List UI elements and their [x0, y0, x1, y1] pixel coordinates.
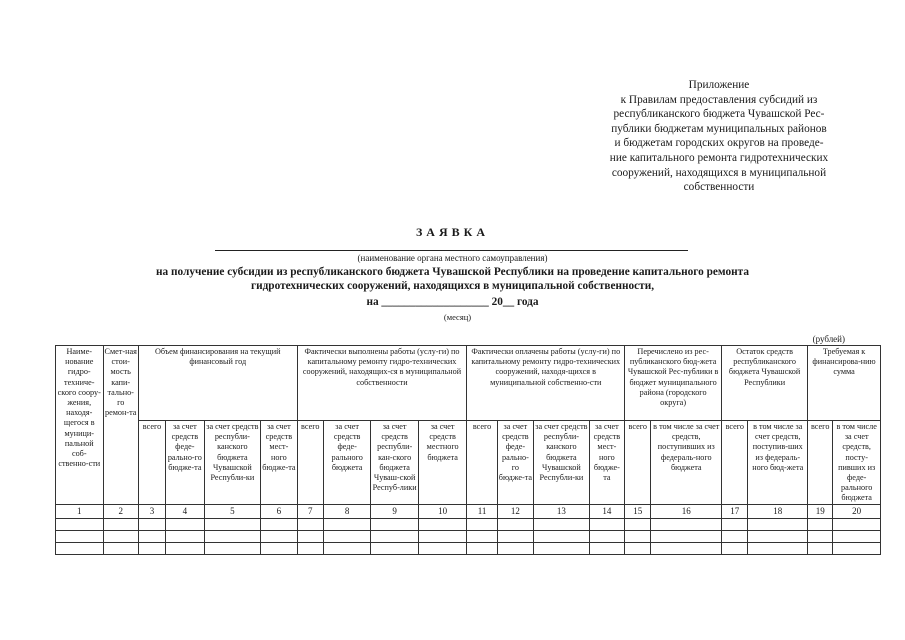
appendix-line: собственности: [683, 181, 755, 194]
appendix-line: ние капитального ремонта гидротехнических: [609, 151, 829, 164]
empty-cell: [833, 518, 881, 530]
empty-cell: [722, 542, 748, 554]
header-works-completed: Фактически выполнены работы (услу-ги) по капитальному ремонту гидро-технических сооружений, находящих-ся в муниципальной собственности: [297, 346, 467, 421]
empty-cell: [467, 542, 497, 554]
empty-cell: [651, 542, 722, 554]
header-facility-name: Наиме-нование гидро-техниче-ского соору-жения, находя-щегося в муници-пальной соб-ственно-сти: [56, 346, 104, 505]
document-subtitle: [0, 265, 905, 293]
period-line: на ___________________ 20__ года: [366, 296, 539, 308]
empty-cell: [589, 530, 624, 542]
subheader-cell: за счет средств местного бюджета: [418, 421, 467, 505]
empty-cell: [297, 542, 323, 554]
empty-cell: [625, 542, 651, 554]
subheader-cell: за счет средств феде-рального бюджета: [323, 421, 371, 505]
subheader-cell: за счет средств феде-рально-го бюдже-та: [497, 421, 533, 505]
empty-cell: [323, 530, 371, 542]
empty-cell: [748, 518, 808, 530]
subheader-cell: всего: [625, 421, 651, 505]
empty-cell: [371, 542, 419, 554]
empty-cell: [261, 530, 297, 542]
empty-cell: [808, 542, 833, 554]
empty-cell: [625, 530, 651, 542]
appendix-line: республиканского бюджета Чувашской Рес-: [613, 108, 825, 121]
empty-cell: [138, 530, 165, 542]
empty-cell: [418, 530, 467, 542]
org-name-caption: (наименование органа местного самоуправления): [357, 253, 548, 263]
empty-cell: [833, 530, 881, 542]
empty-cell: [722, 518, 748, 530]
subheader-cell: за счет средств мест-ного бюдже-та: [589, 421, 624, 505]
empty-cell: [722, 530, 748, 542]
column-number: 15: [625, 504, 651, 518]
header-works-paid: Фактически оплачены работы (услу-ги) по капитальному ремонту гидро-технических сооружений, находя-щихся в муниципальной собственно-сти: [467, 346, 625, 421]
subtitle-line-1: на получение субсидии из республиканского бюджета Чувашской Республики на проведение капитального ремонта: [156, 266, 749, 278]
empty-cell: [204, 530, 261, 542]
empty-cell: [204, 518, 261, 530]
header-financing-volume: Объем финансирования на текущий финансовый год: [138, 346, 297, 421]
empty-cell: [808, 518, 833, 530]
subheader-cell: за счет средств мест-ного бюдже-та: [261, 421, 297, 505]
empty-cell: [323, 518, 371, 530]
column-number-row: [56, 504, 881, 518]
empty-cell: [748, 542, 808, 554]
empty-cell: [808, 530, 833, 542]
empty-cell: [371, 530, 419, 542]
empty-cell: [833, 542, 881, 554]
column-number: 20: [833, 504, 881, 518]
empty-cell: [589, 542, 624, 554]
column-number: 19: [808, 504, 833, 518]
empty-cell: [323, 542, 371, 554]
table-row: [56, 518, 881, 530]
column-number: 11: [467, 504, 497, 518]
subheader-cell: всего: [138, 421, 165, 505]
subheader-cell: за счет средств республи-канского бюджета Чувашской Республи-ки: [204, 421, 261, 505]
document-title: ЗАЯВКА: [415, 225, 490, 239]
column-number: 16: [651, 504, 722, 518]
table-row: [56, 542, 881, 554]
application-table: [55, 345, 881, 555]
column-number: 8: [323, 504, 371, 518]
empty-cell: [261, 542, 297, 554]
header-balance: Остаток средств республиканского бюджета Чувашской Республики: [722, 346, 808, 421]
subheader-cell: всего: [808, 421, 833, 505]
empty-cell: [534, 542, 590, 554]
empty-cell: [625, 518, 651, 530]
column-number: 12: [497, 504, 533, 518]
empty-cell: [103, 542, 138, 554]
column-number: 2: [103, 504, 138, 518]
appendix-line: к Правилам предоставления субсидий из: [620, 93, 818, 106]
empty-cell: [56, 530, 104, 542]
empty-cell: [138, 518, 165, 530]
subtitle-line-2: гидротехнических сооружений, находящихся в муниципальной собственности,: [250, 280, 655, 292]
column-number: 9: [371, 504, 419, 518]
empty-cell: [56, 518, 104, 530]
header-required-amount: Требуемая к финансирова-нию сумма: [808, 346, 881, 421]
empty-cell: [204, 542, 261, 554]
empty-cell: [467, 518, 497, 530]
empty-cell: [651, 530, 722, 542]
column-number: 17: [722, 504, 748, 518]
empty-cell: [467, 530, 497, 542]
subheader-cell: в том числе за счет средств, поступивших из федераль-ного бюджета: [651, 421, 722, 505]
header-estimated-cost: Смет-ная стои-мость капи-тально-го ремон-та: [103, 346, 138, 505]
column-number: 3: [138, 504, 165, 518]
column-number: 6: [261, 504, 297, 518]
empty-cell: [138, 542, 165, 554]
empty-cell: [497, 518, 533, 530]
empty-cell: [166, 542, 204, 554]
empty-cell: [103, 518, 138, 530]
appendix-line: публики бюджетам муниципальных районов: [611, 122, 827, 135]
empty-cell: [589, 518, 624, 530]
subheader-cell: в том числе за счет средств, посту-пивших из феде-рального бюджета: [833, 421, 881, 505]
empty-cell: [534, 530, 590, 542]
column-number: 7: [297, 504, 323, 518]
empty-cell: [418, 518, 467, 530]
org-name-fill-line: [215, 250, 688, 251]
subheader-cell: всего: [467, 421, 497, 505]
empty-cell: [534, 518, 590, 530]
empty-cell: [56, 542, 104, 554]
column-number: 13: [534, 504, 590, 518]
month-caption: (месяц): [443, 312, 472, 322]
currency-note: (рублей): [812, 334, 845, 344]
column-number: 14: [589, 504, 624, 518]
subheader-cell: за счет средств республи-канского бюджета Чувашской Республи-ки: [534, 421, 590, 505]
appendix-line: сооружений, находящихся в муниципальной: [611, 166, 827, 179]
appendix-line: и бюджетам городских округов на проведе-: [614, 137, 824, 150]
table-row: [56, 530, 881, 542]
appendix-note: [585, 78, 853, 195]
empty-cell: [261, 518, 297, 530]
empty-cell: [297, 530, 323, 542]
column-number: 5: [204, 504, 261, 518]
header-transferred: Перечислено из рес-публиканского бюд-жета Чувашской Рес-публики в бюджет муниципального района (городского округа): [625, 346, 722, 421]
column-number: 10: [418, 504, 467, 518]
empty-cell: [371, 518, 419, 530]
empty-cell: [748, 530, 808, 542]
empty-cell: [166, 518, 204, 530]
empty-cell: [418, 542, 467, 554]
column-number: 1: [56, 504, 104, 518]
empty-cell: [497, 530, 533, 542]
empty-cell: [497, 542, 533, 554]
subheader-cell: за счет средств феде-рально-го бюдже-та: [166, 421, 204, 505]
column-number: 4: [166, 504, 204, 518]
subheader-cell: за счет средств республи-кан-ского бюджета Чуваш-ской Респуб-лики: [371, 421, 419, 505]
empty-cell: [651, 518, 722, 530]
subheader-cell: всего: [297, 421, 323, 505]
empty-cell: [103, 530, 138, 542]
appendix-line: Приложение: [688, 79, 750, 91]
column-number: 18: [748, 504, 808, 518]
subheader-cell: в том числе за счет средств, поступив-ших из федераль-ного бюд-жета: [748, 421, 808, 505]
empty-cell: [297, 518, 323, 530]
subheader-cell: всего: [722, 421, 748, 505]
empty-cell: [166, 530, 204, 542]
